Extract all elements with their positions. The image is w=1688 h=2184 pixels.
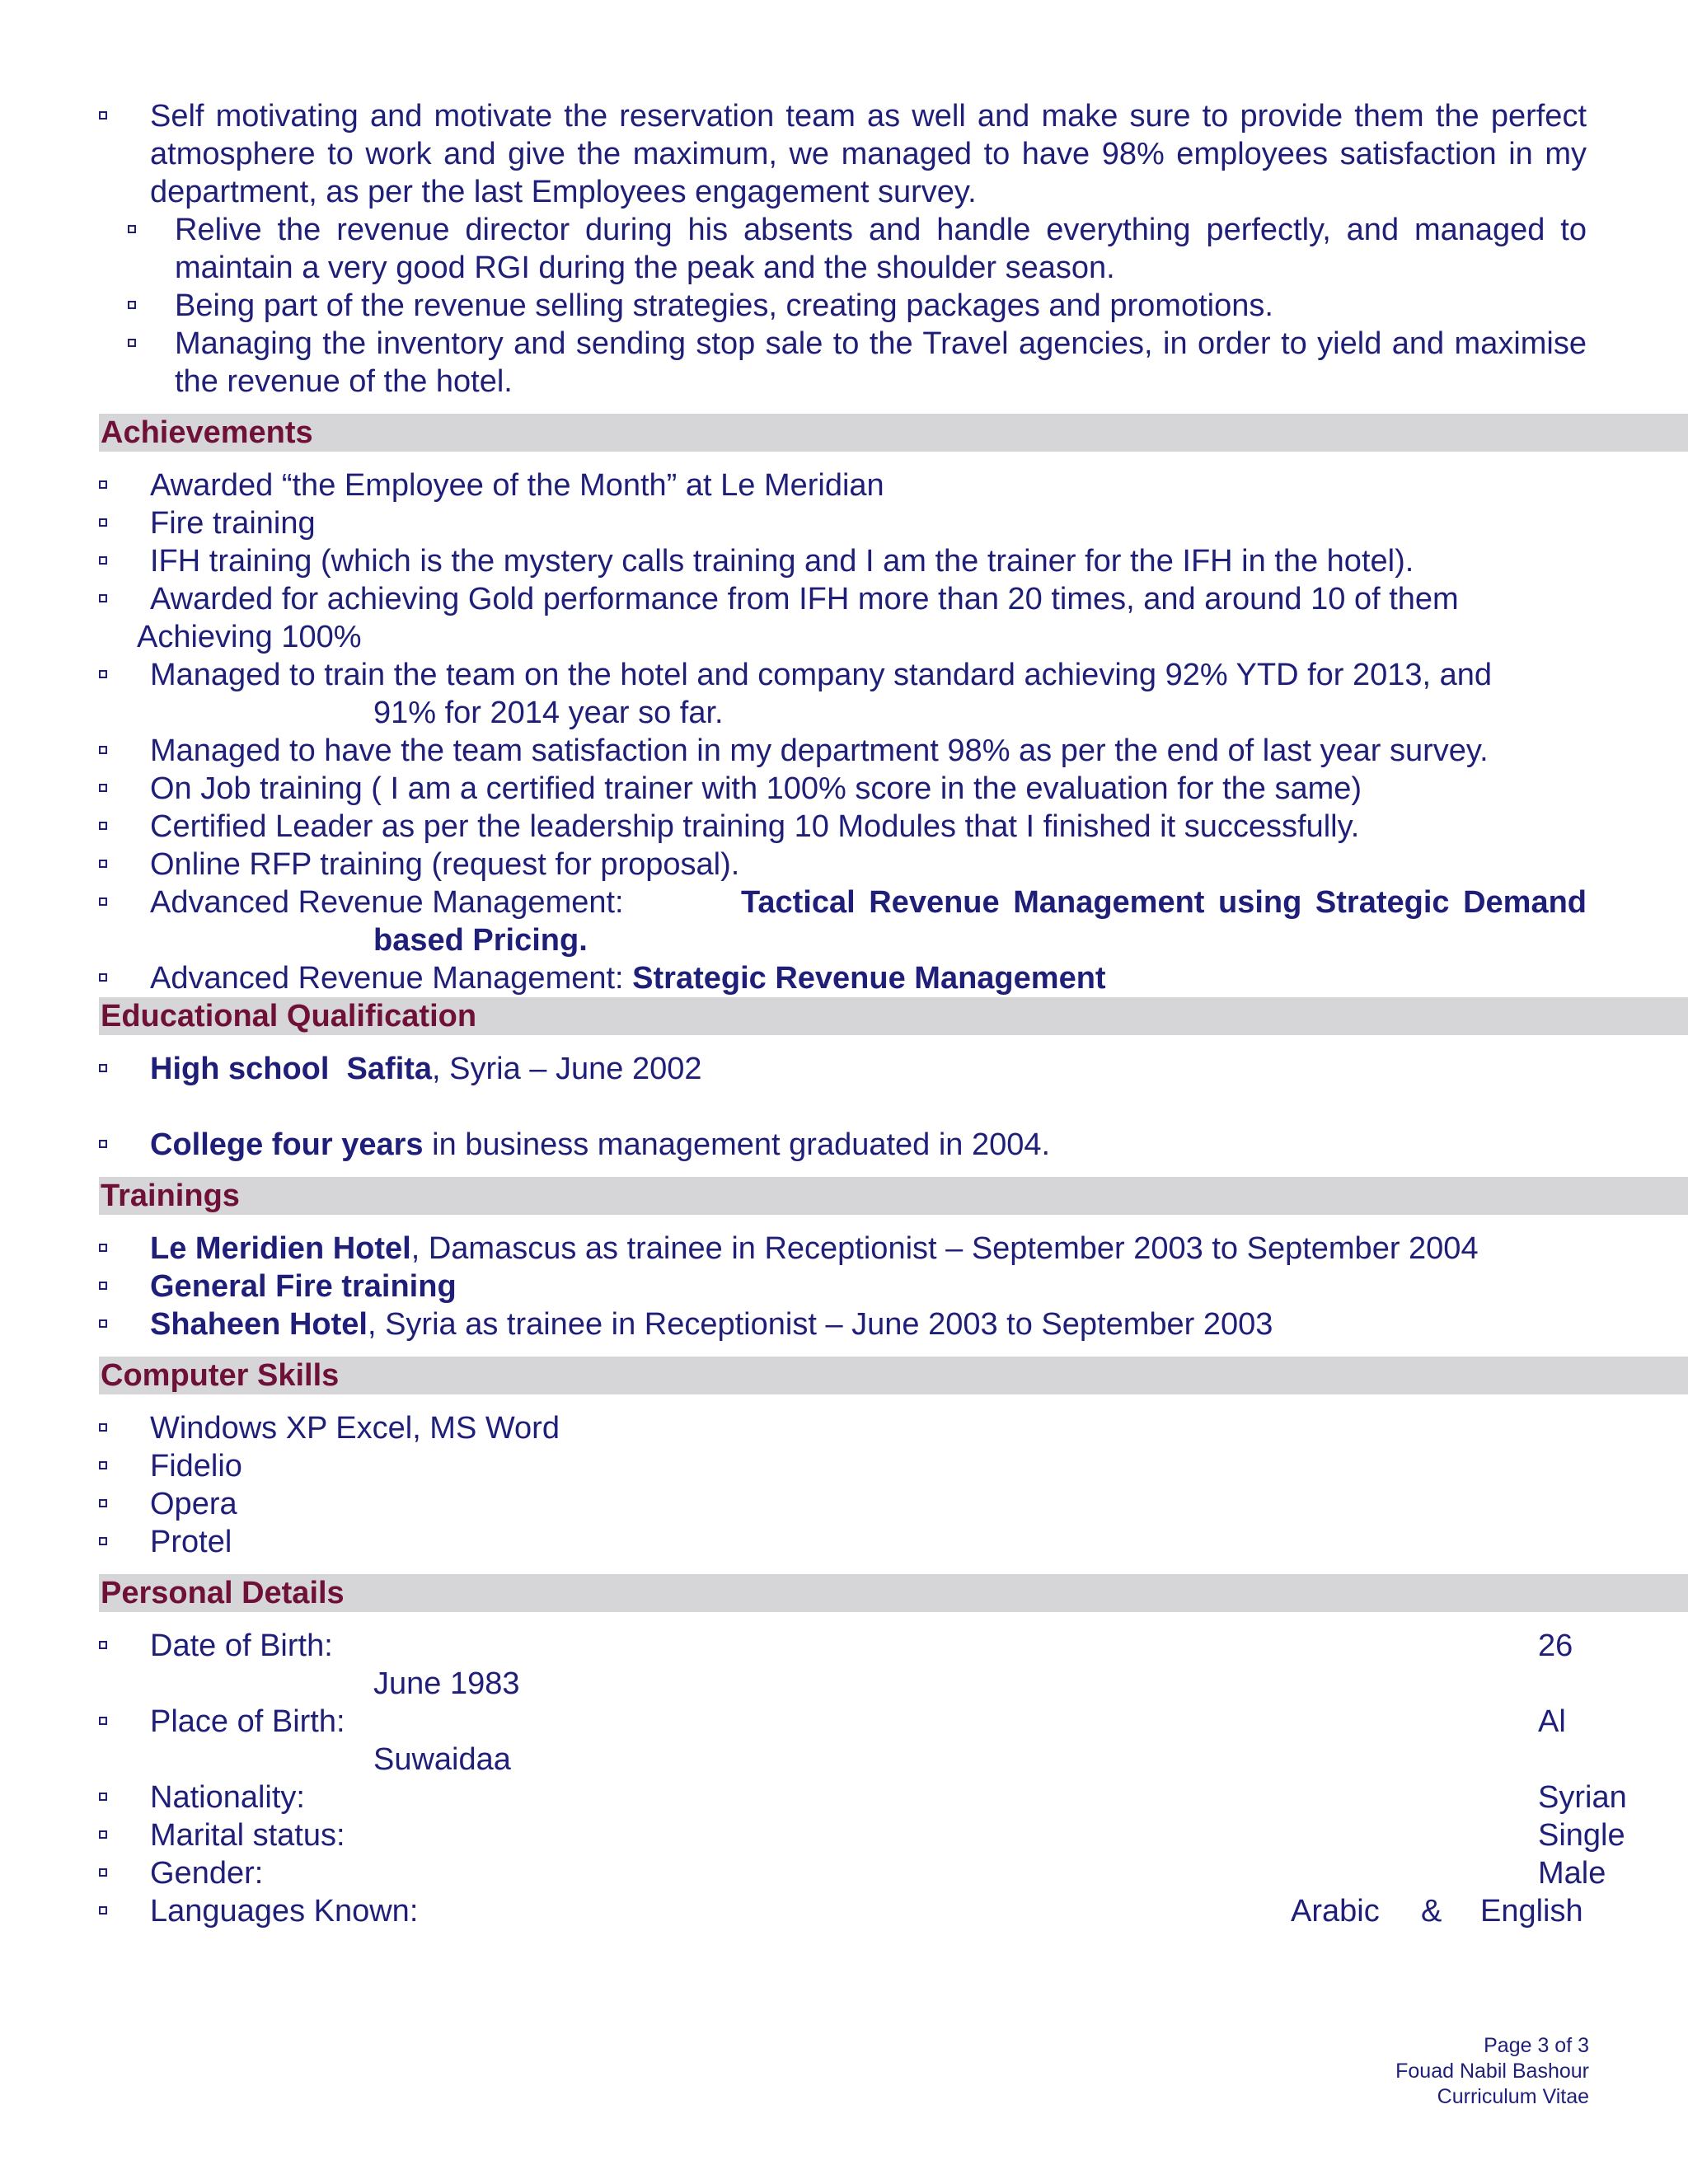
personal-details-list bbox=[99, 1627, 1627, 1930]
list-item: Protel bbox=[99, 1523, 1587, 1561]
list-item: Gender: Male bbox=[99, 1854, 1587, 1892]
trainings-list bbox=[99, 1230, 1587, 1343]
achievements-list bbox=[99, 466, 1587, 997]
square-bullet-icon bbox=[99, 1641, 107, 1649]
list-item: Relive the revenue director during his absents and handle everything perfectly, and managed to maintain a very good RGI during the peak and the shoulder season. bbox=[99, 211, 1587, 287]
square-bullet-icon bbox=[99, 822, 107, 830]
square-bullet-icon bbox=[99, 1064, 107, 1072]
square-bullet-icon bbox=[99, 1282, 107, 1290]
square-bullet-icon bbox=[99, 1140, 107, 1148]
list-item: Le Meridien Hotel, Damascus as trainee in Receptionist – September 2003 to September 2004 bbox=[99, 1230, 1587, 1268]
square-bullet-icon bbox=[128, 301, 136, 309]
list-item: College four years in business management graduated in 2004. bbox=[99, 1126, 1587, 1164]
square-bullet-icon bbox=[99, 1423, 107, 1432]
square-bullet-icon bbox=[99, 670, 107, 678]
square-bullet-icon bbox=[99, 480, 107, 489]
square-bullet-icon bbox=[99, 1461, 107, 1469]
square-bullet-icon bbox=[99, 1793, 107, 1801]
square-bullet-icon bbox=[99, 556, 107, 565]
section-header-trainings: Trainings bbox=[99, 1177, 1688, 1215]
list-item: Awarded “the Employee of the Month” at Le Meridian bbox=[99, 466, 1587, 504]
square-bullet-icon bbox=[99, 784, 107, 792]
intro-list bbox=[99, 97, 1587, 401]
list-item: Fidelio bbox=[99, 1447, 1587, 1485]
list-item: Place of Birth: Al Suwaidaa bbox=[99, 1703, 1587, 1779]
list-item: Fire training bbox=[99, 504, 1587, 542]
page-footer bbox=[1395, 2033, 1589, 2110]
square-bullet-icon bbox=[99, 594, 107, 602]
square-bullet-icon bbox=[99, 898, 107, 906]
list-item: Marital status: Single bbox=[99, 1816, 1587, 1854]
list-item: Advanced Revenue Management: Strategic Revenue Management bbox=[99, 959, 1587, 997]
square-bullet-icon bbox=[99, 860, 107, 868]
list-item: Awarded for achieving Gold performance from IFH more than 20 times, and around 10 of them Achieving 100% bbox=[99, 580, 1587, 656]
list-item: Managed to train the team on the hotel and company standard achieving 92% YTD for 2013, and 91% for 2014 year so far. bbox=[99, 656, 1587, 732]
square-bullet-icon bbox=[128, 225, 136, 233]
section-header-achievements: Achievements bbox=[99, 414, 1688, 452]
square-bullet-icon bbox=[99, 111, 107, 120]
square-bullet-icon bbox=[99, 1319, 107, 1328]
list-item: Nationality: Syrian bbox=[99, 1779, 1587, 1816]
list-item: Shaheen Hotel, Syria as trainee in Receptionist – June 2003 to September 2003 bbox=[99, 1305, 1587, 1343]
education-list bbox=[99, 1050, 1587, 1164]
square-bullet-icon bbox=[99, 746, 107, 754]
list-item: Opera bbox=[99, 1485, 1587, 1523]
list-item: Managing the inventory and sending stop sale to the Travel agencies, in order to yield and maximise the revenue of the hotel. bbox=[99, 325, 1587, 401]
square-bullet-icon bbox=[128, 339, 136, 347]
list-item: Managed to have the team satisfaction in my department 98% as per the end of last year survey. bbox=[99, 732, 1587, 770]
list-item: Online RFP training (request for proposal). bbox=[99, 846, 1587, 883]
list-item: IFH training (which is the mystery calls training and I am the trainer for the IFH in the hotel). bbox=[99, 542, 1587, 580]
list-item: Certified Leader as per the leadership training 10 Modules that I finished it successfully. bbox=[99, 808, 1587, 846]
section-header-education: Educational Qualification bbox=[99, 997, 1688, 1035]
list-item: Self motivating and motivate the reservation team as well and make sure to provide them the perfect atmosphere to work and give the maximum, we managed to have 98% employees satisfaction in my department, as per the last Employees engagement survey. bbox=[99, 97, 1587, 211]
list-item: Languages Known: Arabic & English bbox=[99, 1892, 1587, 1930]
footer-doc-title: Curriculum Vitae bbox=[1437, 2085, 1589, 2108]
square-bullet-icon bbox=[99, 1499, 107, 1507]
cv-content bbox=[99, 97, 1627, 1930]
section-header-computer-skills: Computer Skills bbox=[99, 1357, 1688, 1394]
square-bullet-icon bbox=[99, 973, 107, 982]
footer-name: Fouad Nabil Bashour bbox=[1395, 2060, 1589, 2083]
page-number: Page 3 of 3 bbox=[1484, 2034, 1589, 2057]
square-bullet-icon bbox=[99, 1537, 107, 1545]
section-header-personal-details: Personal Details bbox=[99, 1574, 1688, 1612]
list-item: Date of Birth: 26 June 1983 bbox=[99, 1627, 1587, 1703]
square-bullet-icon bbox=[99, 1868, 107, 1877]
computer-skills-list bbox=[99, 1409, 1587, 1561]
square-bullet-icon bbox=[99, 1717, 107, 1725]
list-item: General Fire training bbox=[99, 1268, 1587, 1305]
square-bullet-icon bbox=[99, 518, 107, 527]
square-bullet-icon bbox=[99, 1830, 107, 1839]
list-item: Windows XP Excel, MS Word bbox=[99, 1409, 1587, 1447]
square-bullet-icon bbox=[99, 1244, 107, 1252]
square-bullet-icon bbox=[99, 1906, 107, 1915]
list-item: Advanced Revenue Management: Tactical Revenue Management using Strategic Demand based Pricing. bbox=[99, 883, 1587, 959]
list-item: High school Safita, Syria – June 2002 bbox=[99, 1050, 1587, 1088]
list-item: Being part of the revenue selling strategies, creating packages and promotions. bbox=[99, 287, 1587, 325]
list-item: On Job training ( I am a certified trainer with 100% score in the evaluation for the same) bbox=[99, 770, 1587, 808]
